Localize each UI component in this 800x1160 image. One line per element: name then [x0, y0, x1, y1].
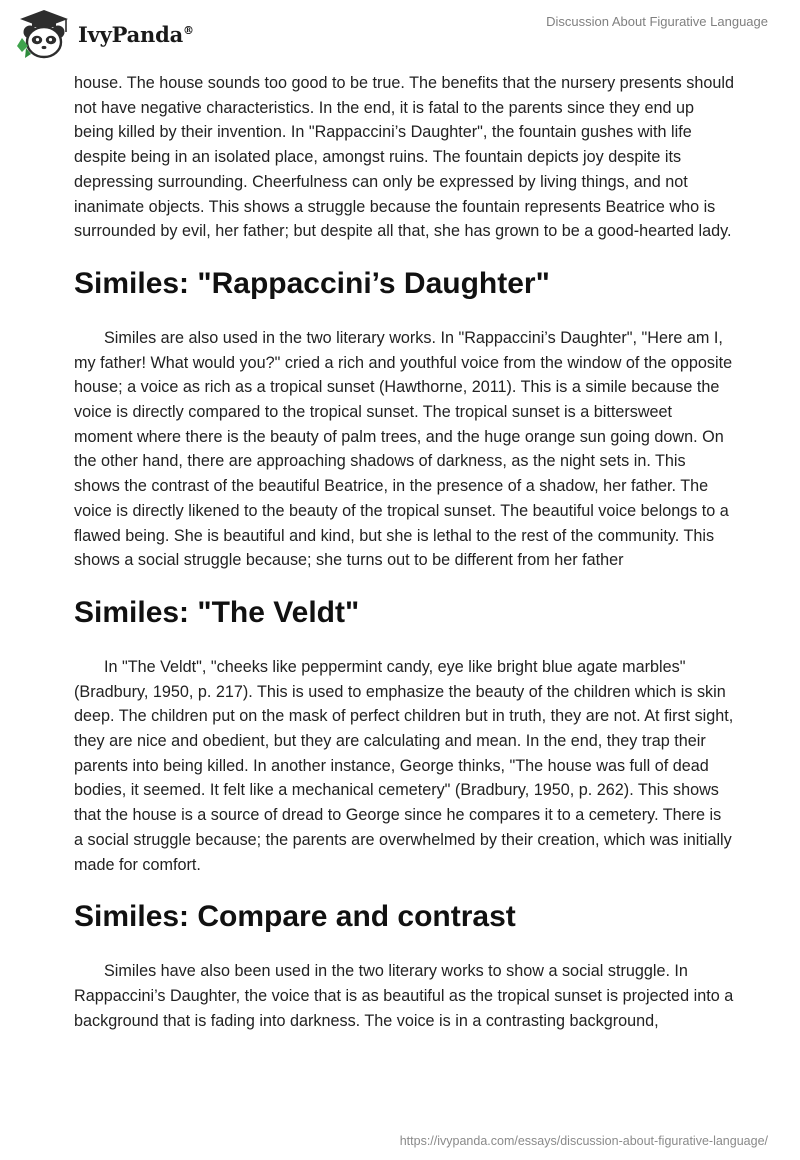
document-title: Discussion About Figurative Language: [546, 14, 768, 29]
page-header: [0, 0, 800, 72]
heading-similes-compare: Similes: Compare and contrast: [74, 900, 516, 934]
paragraph-similes-compare: Similes have also been used in the two literary works to show a social struggle. In Rappaccini’s Daughter, the voice that is as beautiful as the tropical sunset is projected into a background that is fading into darkness. The voice is in a contrasting background,: [74, 962, 734, 1030]
heading-similes-veldt: Similes: "The Veldt": [74, 595, 360, 629]
source-url[interactable]: https://ivypanda.com/essays/discussion-about-figurative-language/: [399, 1134, 768, 1148]
paragraph-similes-rappaccini: Similes are also used in the two literary works. In "Rappaccini’s Daughter", "Here am I, my father! What would you?" cried a rich and youthful voice from the window of the opposite house; a voice as rich as a tropical sunset (Hawthorne, 2011). This is a simile because the voice is directly compared to the tropical sunset. The tropical sunset is a bittersweet moment where there is the beauty of palm trees, and the huge orange sun going down. On the other hand, there are approaching shadows of darkness, as the night sets in. This shows the contrast of the beautiful Beatrice, in the presence of a shadow, her father. The voice is directly likened to the beauty of the tropical sunset. The beautiful voice belongs to a flawed being. She is beautiful and kind, but she is lethal to the rest of the community. This shows a social struggle because; she turns out to be different from her father: [74, 328, 733, 570]
brand-name: IvyPanda®: [78, 21, 194, 47]
panda-mascot-icon: [14, 8, 74, 60]
ivypanda-logo[interactable]: [14, 8, 194, 60]
paragraph-intro: house. The house sounds too good to be true. The benefits that the nursery presents should not have negative characteristics. In the end, it is fatal to the parents since they end up being killed by their invention. In "Rappaccini’s Daughter", the fountain gushes with life despite being in an isolated place, amongst ruins. The fountain depicts joy despite its depressing surrounding. Cheerfulness can only be expressed by living things, and not inanimate objects. This shows a struggle because the fountain represents Beatrice who is surrounded by evil, her father; but despite all that, she has grown to be a good-hearted lady.: [74, 74, 734, 241]
paragraph-similes-veldt: In "The Veldt", "cheeks like peppermint candy, eye like bright blue agate marbles" (Bradbury, 1950, p. 217). This is used to emphasize the beauty of the children which is skin deep. The children put on the mask of perfect children but in truth, they are not. At first sight, they are nice and obedient, but they are calculating and mean. In the end, they trap their parents into being killed. In another instance, George thinks, "The house was full of dead bodies, it seemed. It felt like a mechanical cemetery" (Bradbury, 1950, p. 262). This shows that the house is a source of dread to George since he compares it to a cemetery. There is a social struggle because; the parents are overwhelmed by their creation, which was initially made for comfort.: [74, 657, 734, 874]
heading-similes-rappaccini: Similes: "Rappaccini’s Daughter": [74, 266, 550, 300]
article-body: [74, 71, 734, 1033]
